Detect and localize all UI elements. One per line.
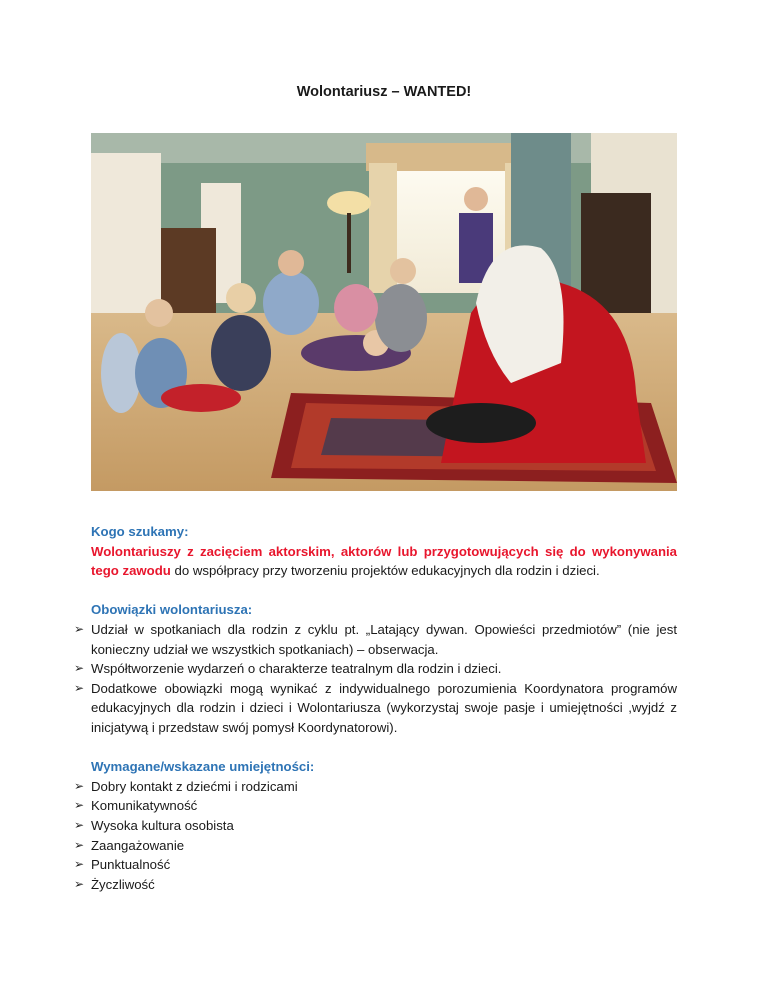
- arrow-bullet-icon: ➢: [74, 798, 85, 813]
- arrow-bullet-icon: ➢: [74, 876, 85, 891]
- arrow-bullet-icon: ➢: [74, 837, 85, 852]
- skill-text: Punktualność: [91, 857, 171, 873]
- skill-text: Komunikatywność: [91, 798, 198, 814]
- arrow-bullet-icon: ➢: [74, 661, 85, 676]
- skills-list: [74, 777, 677, 895]
- duty-text: Dodatkowe obowiązki mogą wynikać z indywidualnego porozumienia Koordynatora programów edukacyjnych dla rodzin i dzieci i Wolontariusza (wykorzystaj swoje pasje i umiejętności ,wyjdź z inicjatywą i przedstaw swój pomysł Koordynatorowi).: [91, 680, 677, 735]
- skills-section: [74, 757, 677, 894]
- skill-text: Wysoka kultura osobista: [91, 817, 234, 833]
- who-rest: do współpracy przy tworzeniu projektów edukacyjnych dla rodzin i dzieci.: [170, 563, 600, 579]
- list-item: [74, 875, 677, 895]
- list-item: [74, 816, 677, 836]
- list-item: [74, 777, 677, 797]
- storytelling-photo: [91, 133, 677, 491]
- arrow-bullet-icon: ➢: [74, 778, 85, 793]
- who-highlight: Wolontariuszy z zacięciem aktorskim, aktorów lub przygotowujących się do wykonywania tego zawodu: [91, 543, 677, 579]
- skill-text: Dobry kontakt z dziećmi i rodzicami: [91, 778, 298, 794]
- who-heading: Kogo szukamy:: [91, 524, 189, 539]
- who-text: [91, 542, 677, 581]
- skill-text: Życzliwość: [91, 876, 155, 892]
- duties-list: [74, 620, 677, 738]
- arrow-bullet-icon: ➢: [74, 621, 85, 636]
- skills-heading: Wymagane/wskazane umiejętności:: [91, 759, 315, 775]
- list-item: [74, 836, 677, 856]
- who-section: [91, 522, 677, 581]
- list-item: [74, 659, 677, 679]
- list-item: [74, 855, 677, 875]
- list-item: [74, 679, 677, 738]
- duties-heading: Obowiązki wolontariusza:: [91, 602, 253, 618]
- list-item: [74, 620, 677, 659]
- duty-text: Udział w spotkaniach dla rodzin z cyklu pt. „Latający dywan. Opowieści przedmiotów” (nie jest konieczny udział we wszystkich spotkaniach) – obserwacja.: [91, 621, 677, 657]
- duty-text: Współtworzenie wydarzeń o charakterze teatralnym dla rodzin i dzieci.: [91, 661, 502, 677]
- arrow-bullet-icon: ➢: [74, 817, 85, 832]
- arrow-bullet-icon: ➢: [74, 680, 85, 695]
- skill-text: Zaangażowanie: [91, 837, 185, 853]
- page-title: Wolontariusz – WANTED!: [296, 84, 472, 100]
- arrow-bullet-icon: ➢: [74, 857, 85, 872]
- content-body: [74, 522, 677, 894]
- duties-section: [74, 600, 677, 737]
- list-item: [74, 796, 677, 816]
